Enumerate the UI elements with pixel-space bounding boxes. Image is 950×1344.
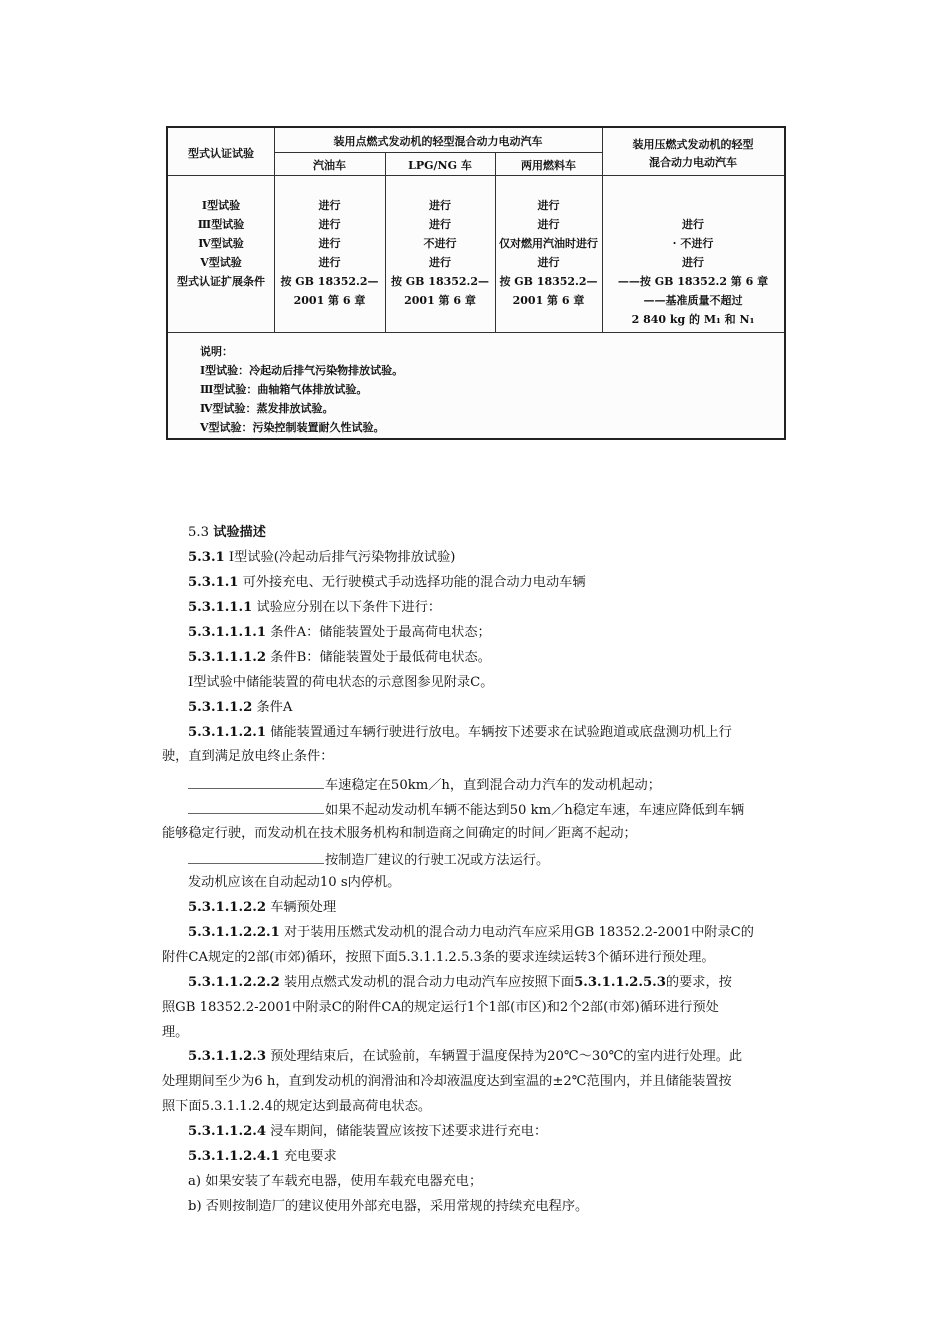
- clause-number: 5.3.1.1.2.1: [188, 725, 267, 740]
- row-label: Ⅴ型试验: [200, 256, 242, 269]
- paragraph-engine-stop: 发动机应该在自动起动10 s内停机。: [188, 875, 401, 890]
- clause-continuation: 附件CA规定的2部(市郊)循环，按照下面5.3.1.1.2.5.3条的要求连续运转3个循环进行预处理。: [162, 950, 715, 965]
- header-compression-ignition-2: 混合动力电动汽车: [649, 156, 737, 169]
- clause-text: 车辆预处理: [270, 900, 337, 915]
- table-cell: ——按 GB 18352.2 第 6 章: [617, 275, 769, 288]
- clause-5-3-1: [188, 549, 455, 567]
- dash-item-1: [188, 775, 661, 795]
- dash-item-2: [188, 800, 744, 820]
- blank-underline: [188, 775, 324, 789]
- clause-number: 5.3.1.1.2.4.1: [188, 1149, 280, 1164]
- clause-number: 5.3.1.1.2.4: [188, 1124, 267, 1139]
- row-label: Ⅳ型试验: [198, 237, 244, 250]
- table-cell: 按 GB 18352.2—: [499, 275, 598, 288]
- clause-text: Ⅰ型试验(冷起动后排气污染物排放试验): [228, 550, 456, 565]
- table-cell: 进行: [537, 199, 560, 212]
- clause-continuation: 处理期间至少为6 h，直到发动机的润滑油和冷却液温度达到室温的±2℃范围内，并且储能装置按: [162, 1074, 732, 1089]
- note-line: Ⅴ型试验：污染控制装置耐久性试验。: [200, 421, 385, 434]
- clause-5-3-1-1-2-4-1: [188, 1148, 337, 1166]
- clause-text: 试验应分别在以下条件下进行：: [256, 600, 442, 615]
- table-cell: 进行: [318, 199, 341, 212]
- clause-text: 储能装置通过车辆行驶进行放电。车辆按下述要求在试验跑道或底盘测功机上行: [270, 725, 732, 740]
- table-cell: 仅对燃用汽油时进行: [499, 237, 598, 250]
- table-cell: 按 GB 18352.2—: [390, 275, 490, 288]
- clause-5-3-1-1-2-1: [188, 724, 732, 742]
- clause-text: 对于装用压燃式发动机的混合动力电动汽车应采用GB 18352.2-2001中附录C的: [283, 925, 754, 940]
- clause-5-3-1-1-1-2: [188, 649, 491, 667]
- table-hline: [274, 152, 602, 153]
- clause-5-3-1-1-2-2-2: [188, 974, 732, 992]
- clause-text: 条件B：储能装置处于最低荷电状态。: [270, 650, 491, 665]
- clause-5-3-1-1-1: [188, 599, 441, 617]
- note-line: Ⅰ型试验：冷起动后排气污染物排放试验。: [200, 364, 404, 377]
- notes-title: 说明：: [200, 345, 233, 358]
- header-compression-ignition-1: 装用压燃式发动机的轻型: [632, 138, 754, 151]
- clause-number: 5.3.1.1.2.2.1: [188, 925, 280, 940]
- header-spark-ignition: 装用点燃式发动机的轻型混合动力电动汽车: [333, 135, 543, 148]
- table-cell: 进行: [318, 256, 341, 269]
- clause-text: 装用点燃式发动机的混合动力电动汽车应按照下面: [283, 975, 575, 990]
- clause-number: 5.3.1.1.1.2: [188, 650, 267, 665]
- row-labels: [168, 196, 274, 291]
- table-hline: [168, 332, 784, 333]
- clause-text: 预处理结束后，在试验前，车辆置于温度保持为20℃～30℃的室内进行处理。此: [270, 1049, 743, 1064]
- subheader-lpg-ng: LPG/NG 车: [408, 159, 472, 172]
- clause-number: 5.3.1.1.2.2.2: [188, 975, 280, 990]
- subheader-bifuel: 两用燃料车: [521, 159, 576, 172]
- note-line: Ⅲ型试验：曲轴箱气体排放试验。: [200, 383, 368, 396]
- clause-text: 条件A: [256, 700, 293, 715]
- table-cell: · 不进行: [672, 237, 714, 250]
- clause-5-3-1-1-2-2: [188, 899, 336, 917]
- table-cell: 进行: [537, 256, 560, 269]
- table-cell: 2001 第 6 章: [404, 294, 476, 307]
- clause-text: 条件A：储能装置处于最高荷电状态；: [270, 625, 491, 640]
- table-cell: 2 840 kg 的 M₁ 和 N₁: [631, 313, 755, 326]
- dash-item-3: [188, 850, 549, 870]
- dash-item-text: 如果不起动发动机车辆不能达到50 km／h稳定车速，车速应降低到车辆: [325, 803, 745, 818]
- table-cell: 进行: [318, 218, 341, 231]
- clause-number: 5.3.1.1.1: [188, 600, 253, 615]
- clause-text: 可外接充电、无行驶模式手动选择功能的混合动力电动车辆: [242, 575, 586, 590]
- clause-text: 浸车期间，储能装置应该按下述要求进行充电：: [270, 1124, 548, 1139]
- dash-item-text: 按制造厂建议的行驶工况或方法运行。: [325, 853, 550, 868]
- clause-number: 5.3.1.1.1.1: [188, 625, 267, 640]
- header-type-approval: 型式认证试验: [188, 147, 254, 160]
- section-title: 试验描述: [213, 525, 266, 540]
- clause-continuation: 照下面5.3.1.1.2.4的规定达到最高荷电状态。: [162, 1099, 432, 1114]
- table-cell: 2001 第 6 章: [293, 294, 366, 307]
- clause-reference: 5.3.1.1.2.5.3: [574, 975, 666, 990]
- column-compression-ignition: [602, 215, 784, 329]
- clause-5-3-1-1-1-1: [188, 624, 491, 642]
- table-notes: [200, 342, 403, 437]
- clause-5-3-1-1-2-3: [188, 1048, 742, 1066]
- clause-number: 5.3.1.1.2.2: [188, 900, 267, 915]
- table-cell: 不进行: [423, 237, 457, 250]
- clause-number: 5.3.1.1: [188, 575, 239, 590]
- clause-text: 的要求，按: [665, 975, 732, 990]
- table-cell: 进行: [537, 218, 560, 231]
- clause-5-3-1-1-2-4: [188, 1123, 547, 1141]
- table-cell: 按 GB 18352.2—: [280, 275, 379, 288]
- column-gasoline: [274, 196, 385, 310]
- table-cell: 2001 第 6 章: [512, 294, 585, 307]
- clause-number: 5.3.1: [188, 550, 225, 565]
- clause-continuation: 理。: [162, 1025, 189, 1040]
- blank-underline: [188, 800, 324, 814]
- section-heading-5-3: [188, 524, 266, 542]
- table-cell: 进行: [429, 199, 451, 212]
- clause-continuation: 照GB 18352.2-2001中附录C的附件CA的规定运行1个1部(市区)和2个2部(市郊)循环进行预处: [162, 1000, 719, 1015]
- list-item-a: a) 如果安装了车载充电器，使用车载充电器充电；: [188, 1174, 483, 1189]
- clause-continuation: 驶，直到满足放电终止条件：: [162, 749, 334, 764]
- dash-item-text: 车速稳定在50km／h，直到混合动力汽车的发动机起动；: [325, 778, 661, 793]
- column-bifuel: [495, 196, 602, 310]
- clause-number: 5.3.1.1.2.3: [188, 1049, 267, 1064]
- note-line: Ⅳ型试验：蒸发排放试验。: [200, 402, 334, 415]
- dash-item-2-continuation: 能够稳定行驶，而发动机在技术服务机构和制造商之间确定的时间／距离不起动；: [162, 826, 637, 841]
- table-hline: [168, 175, 784, 176]
- list-item-b: b) 否则按制造厂的建议使用外部充电器，采用常规的持续充电程序。: [188, 1199, 589, 1214]
- column-lpg-ng: [385, 196, 495, 310]
- type-approval-table: [166, 126, 786, 440]
- row-label: 型式认证扩展条件: [177, 275, 265, 288]
- clause-number: 5.3.1.1.2: [188, 700, 253, 715]
- row-label: Ⅰ型试验: [201, 199, 241, 212]
- table-cell: 进行: [429, 218, 451, 231]
- subheader-gasoline: 汽油车: [313, 159, 346, 172]
- section-number: 5.3: [188, 525, 209, 540]
- clause-5-3-1-1: [188, 574, 586, 592]
- table-cell: ——基准质量不超过: [643, 294, 743, 307]
- table-cell: 进行: [682, 256, 704, 269]
- clause-5-3-1-1-2: [188, 699, 292, 717]
- row-label: Ⅲ型试验: [197, 218, 245, 231]
- clause-text: 充电要求: [283, 1149, 337, 1164]
- blank-underline: [188, 850, 324, 864]
- table-cell: 进行: [429, 256, 451, 269]
- table-cell: 进行: [318, 237, 341, 250]
- paragraph-diagram-ref: Ⅰ型试验中储能装置的荷电状态的示意图参见附录C。: [188, 675, 494, 690]
- clause-5-3-1-1-2-2-1: [188, 924, 754, 942]
- table-cell: 进行: [682, 218, 704, 231]
